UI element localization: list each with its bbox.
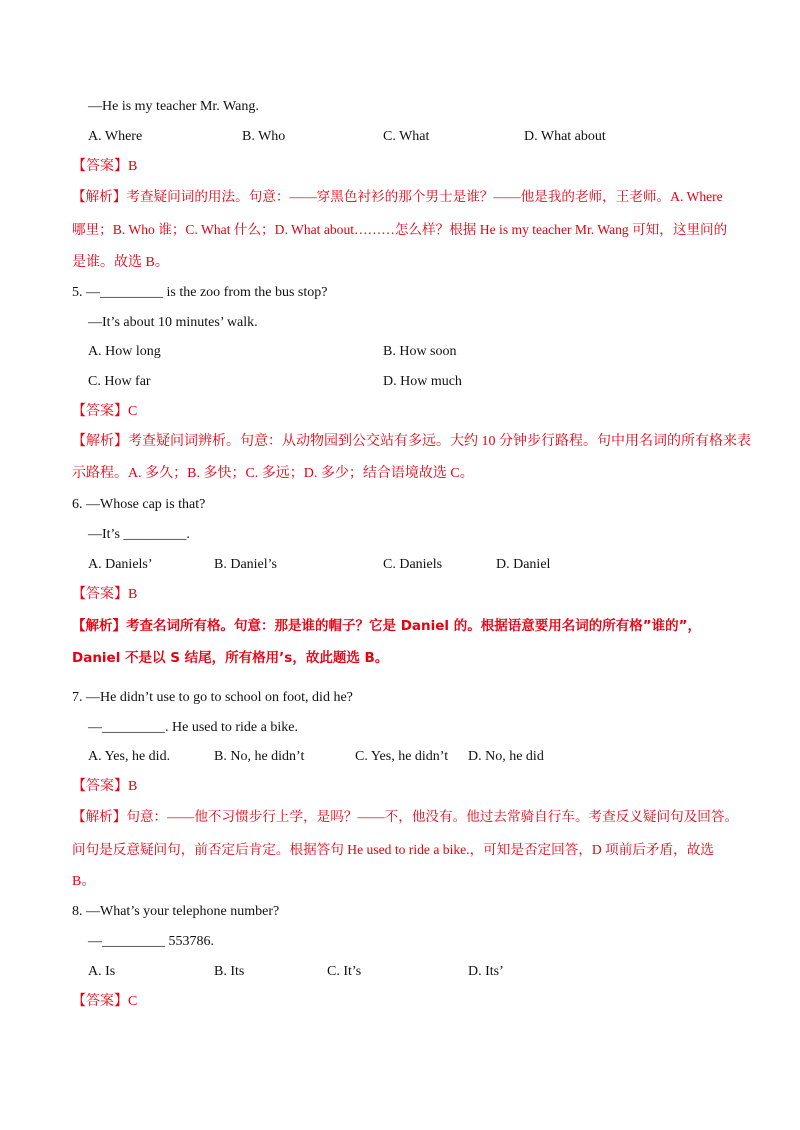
q5-answer: 【答案】C [72, 404, 138, 419]
q4-answer: 【答案】B [72, 159, 138, 174]
q7-question: 7. —He didn’t use to go to school on foot, did he? [72, 690, 353, 705]
q6-question: 6. —Whose cap is that? [72, 497, 206, 512]
q5-option-d: D. How much [383, 374, 462, 389]
q6-option-b: B. Daniel’s [214, 557, 277, 572]
q4-explanation-2: 哪里；B. Who 谁；C. What 什么；D. What about………怎么样？根据 He is my teacher Mr. Wang 可知，这里问的 [72, 222, 728, 237]
q7-explanation-3: B。 [72, 874, 96, 889]
q8-option-d: D. Its’ [468, 964, 504, 979]
q5-explanation-2: 示路程。A. 多久；B. 多快；C. 多远；D. 多少；结合语境故选 C。 [72, 466, 474, 481]
q5-option-c: C. How far [88, 374, 151, 389]
q5-question: 5. —_________ is the zoo from the bus stop? [72, 285, 328, 300]
q7-option-b: B. No, he didn’t [214, 749, 305, 764]
q4-option-d: D. What about [524, 129, 606, 144]
q5-explanation-1: 【解析】考查疑问词辨析。句意：从动物园到公交站有多远。大约 10 分钟步行路程。句中用名词的所有格来表 [72, 434, 751, 449]
q7-option-a: A. Yes, he did. [88, 749, 171, 764]
q8-response: —_________ 553786. [88, 934, 214, 949]
q6-explanation-2: Daniel 不是以 S 结尾，所有格用’s，故此题选 B。 [72, 650, 389, 666]
q7-explanation-2: 问句是反意疑问句，前否定后肯定。根据答句 He used to ride a bike.，可知是否定回答，D 项前后矛盾，故选 [72, 842, 714, 857]
q4-explanation-1: 【解析】考查疑问词的用法。句意：——穿黑色衬衫的那个男士是谁？——他是我的老师，王老师。A. Where [72, 189, 723, 204]
q7-option-c: C. Yes, he didn’t [355, 749, 449, 764]
q5-option-a: A. How long [88, 344, 161, 359]
q8-option-c: C. It’s [327, 964, 362, 979]
q7-explanation-1: 【解析】句意：——他不习惯步行上学，是吗？——不，他没有。他过去常骑自行车。考查反义疑问句及回答。 [72, 809, 739, 824]
q6-option-a: A. Daniels’ [88, 557, 153, 572]
q4-explanation-3: 是谁。故选 B。 [72, 255, 169, 270]
q6-answer: 【答案】B [72, 587, 138, 602]
q4-answer-line: —He is my teacher Mr. Wang. [88, 99, 259, 114]
q6-option-d: D. Daniel [496, 557, 551, 572]
q5-response: —It’s about 10 minutes’ walk. [88, 315, 258, 330]
q7-answer: 【答案】B [72, 779, 138, 794]
q4-option-c: C. What [383, 129, 430, 144]
q8-option-a: A. Is [88, 964, 116, 979]
q7-response: —_________. He used to ride a bike. [88, 720, 298, 735]
q6-response: —It’s _________. [88, 527, 190, 542]
q4-option-a: A. Where [88, 129, 143, 144]
q4-option-b: B. Who [242, 129, 286, 144]
q8-question: 8. —What’s your telephone number? [72, 904, 280, 919]
q6-option-c: C. Daniels [383, 557, 443, 572]
q7-option-d: D. No, he did [468, 749, 544, 764]
q8-option-b: B. Its [214, 964, 245, 979]
q8-answer: 【答案】C [72, 994, 138, 1009]
q6-explanation-1: 【解析】考查名词所有格。句意：那是谁的帽子？它是 Daniel 的。根据语意要用名词的所有格”谁的”， [72, 618, 701, 634]
q5-option-b: B. How soon [383, 344, 457, 359]
